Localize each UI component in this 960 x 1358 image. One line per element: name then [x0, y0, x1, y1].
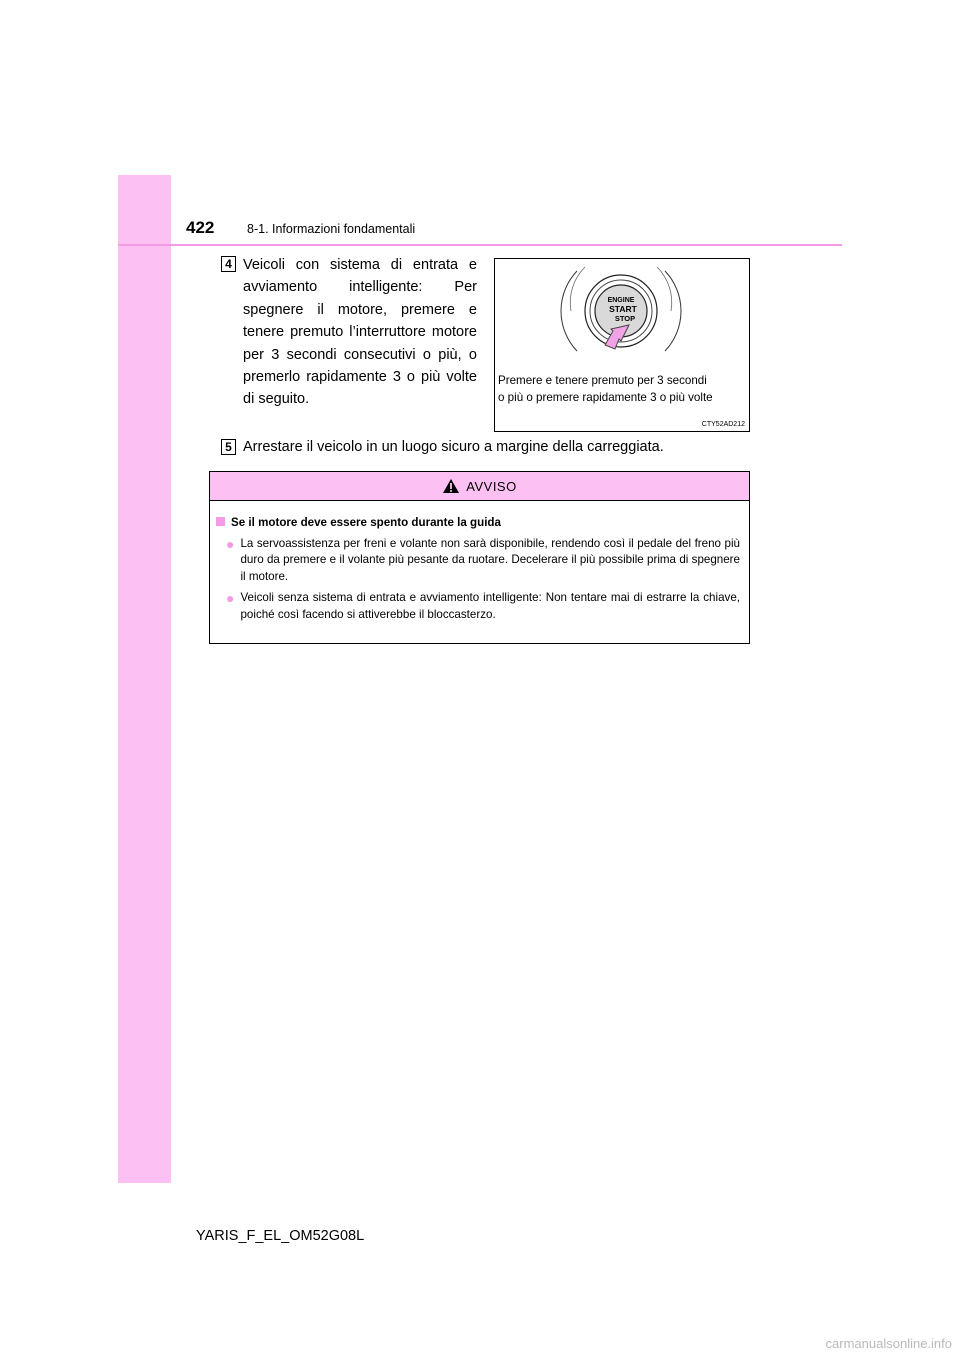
page-number: 422	[186, 218, 215, 237]
bullet-dot-icon: ●	[226, 535, 235, 552]
warning-heading	[216, 515, 740, 532]
engine-button-figure	[494, 258, 750, 432]
step-4-badge: 4	[221, 256, 236, 272]
warning-item-text: Veicoli senza sistema di entrata e avviamento intelligente: Non tentare mai di estrarre la chiave, poiché così facendo si attiverebbe il bloccasterzo.	[240, 591, 740, 621]
square-bullet-icon	[216, 517, 225, 526]
warning-body	[210, 501, 749, 623]
figure-caption-line-2: o più o premere rapidamente 3 o più volte	[498, 391, 713, 404]
warning-box	[209, 471, 750, 644]
step-4-text: Veicoli con sistema di entrata e avviamento intelligente: Per spegnere il motore, premere e tenere premuto l’interruttore motore per 3 secondi consecutivi o più, o premerlo rapidamente 3 o più volte di seguito.	[243, 257, 477, 408]
warning-item-text: La servoassistenza per freni e volante non sarà disponibile, rendendo così il pedale del freno più duro da premere e il volante più pesante da ruotare. Decelerare il più possibile prima di spegnere il motore.	[240, 536, 740, 583]
header-rule	[118, 244, 842, 246]
step-5-text: Arrestare il veicolo in un luogo sicuro a margine della carreggiata.	[243, 439, 664, 455]
warning-heading-text: Se il motore deve essere spento durante la guida	[231, 516, 501, 529]
button-label-line: STOP	[614, 314, 636, 323]
warning-item	[216, 536, 740, 586]
figure-code: CTY52AD212	[701, 421, 745, 428]
warning-header	[210, 472, 749, 501]
warning-triangle-icon	[442, 478, 460, 494]
footer-manual-code: YARIS_F_EL_OM52G08L	[196, 1228, 365, 1244]
watermark: carmanualsonline.info	[825, 1336, 952, 1351]
button-label-line: ENGINE	[607, 297, 635, 304]
bullet-dot-icon: ●	[226, 590, 235, 606]
figure-caption-line-1: Premere e tenere premuto per 3 secondi	[498, 374, 707, 387]
figure-caption	[498, 372, 750, 406]
step-5-badge: 5	[221, 439, 236, 455]
warning-title: AVVISO	[466, 478, 517, 494]
button-label-line: START	[609, 304, 637, 314]
side-band	[118, 175, 171, 1183]
section-title: 8-1. Informazioni fondamentali	[247, 222, 416, 236]
warning-item	[216, 590, 740, 623]
